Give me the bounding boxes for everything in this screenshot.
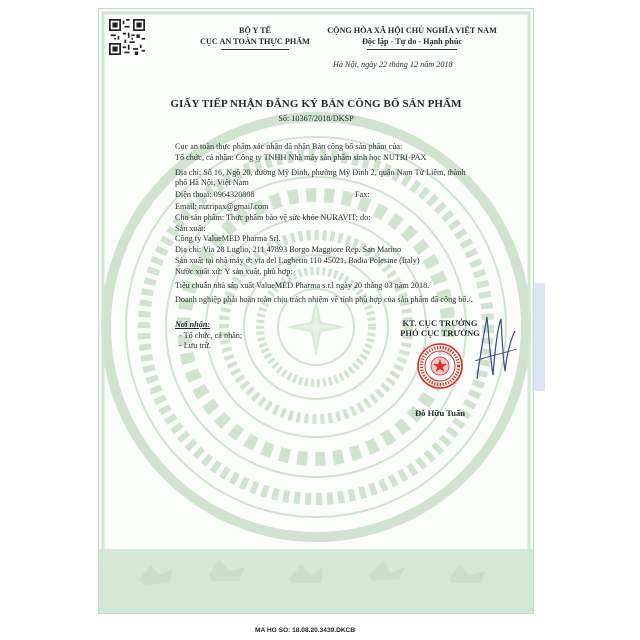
ministry-name: BỘ Y TẾ xyxy=(238,26,271,35)
address-line-2: phố Hà Nội, Việt Nam xyxy=(175,178,249,187)
fax-line: Fax: xyxy=(355,190,370,199)
qr-code xyxy=(109,19,145,55)
factory-line: Sản xuất tại nhà máy ở: via del Laghetto 110 45021, Badia Polesine (Italy) xyxy=(175,256,420,265)
republic-name: CỘNG HÒA XÃ HỘI CHỦ NGHĨA VIỆT NAM xyxy=(327,26,497,35)
motto-underline xyxy=(367,49,457,50)
national-motto: Độc lập - Tự do - Hạnh phúc xyxy=(361,37,463,46)
document-number: Số: 10367/2018/DKSP xyxy=(278,114,354,123)
signature-scribble xyxy=(471,309,521,389)
intro-line: Cục an toàn thực phẩm xác nhận đã nhận Bản công bố sản phẩm của: xyxy=(175,142,403,151)
agency-name: CỤC AN TOÀN THỰC PHẨM xyxy=(200,37,310,46)
signer-name: Đỗ Hữu Tuấn xyxy=(414,408,466,418)
recipient-item-1: - Tổ chức, cá nhân; xyxy=(179,331,243,340)
producer-label: Sản xuất: xyxy=(175,224,206,233)
responsibility-line: Doanh nghiệp phải hoàn toàn chịu trách nhiệm về tính phù hợp của sản phẩm đã công bố./. xyxy=(175,295,473,304)
recipients-heading: Nơi nhận: xyxy=(175,320,211,329)
document-title: GIẤY TIẾP NHẬN ĐĂNG KÝ BẢN CÔNG BỐ SẢN PHẨM xyxy=(170,98,462,110)
signer-title-2: PHÓ CỤC TRƯỞNG xyxy=(400,328,480,338)
origin-line: Nước xuất xứ: Ý sản xuất, phù hợp: xyxy=(175,267,293,276)
certificate-document xyxy=(98,8,534,614)
signer-title-1: KT. CỤC TRƯỞNG xyxy=(402,318,478,328)
place-date: Hà Nội, ngày 22 tháng 12 năm 2018 xyxy=(333,60,453,69)
recipient-item-2: - Lưu trữ. xyxy=(179,341,211,350)
address-line: Địa chỉ: Số 16, Ngõ 20, đường Mỹ Đình, phường Mỹ Đình 2, quận Nam Từ Liêm, thành xyxy=(175,168,466,177)
agency-underline xyxy=(221,49,289,50)
producer-name: Công ty ValueMED Pharma Srl. xyxy=(175,234,281,243)
email-line: Email: nutripax@gmail.com xyxy=(175,202,269,211)
official-red-stamp xyxy=(416,342,464,390)
organization-line: Tổ chức, cá nhân: Công ty TNHH Nhà máy sản phẩm sinh học NUTRI-PAX xyxy=(175,153,427,162)
phone-line: Điện thoại: 0964320808 xyxy=(175,190,255,199)
product-line: Cho sản phẩm: Thực phẩm bảo vệ sức khỏe NURAVIT; do: xyxy=(175,213,371,222)
producer-address: Địa chỉ: Via 28 Luglio, 211 47893 Borgo Maggiore Rep. San Marino xyxy=(175,245,402,254)
standard-line: Tiêu chuẩn nhà sản xuất ValueMED Pharma s.r.l ngày 20 tháng 03 năm 2018. xyxy=(175,281,430,290)
dossier-code: MA HO SO: 18.08.20.3439.DKCB xyxy=(255,627,356,634)
